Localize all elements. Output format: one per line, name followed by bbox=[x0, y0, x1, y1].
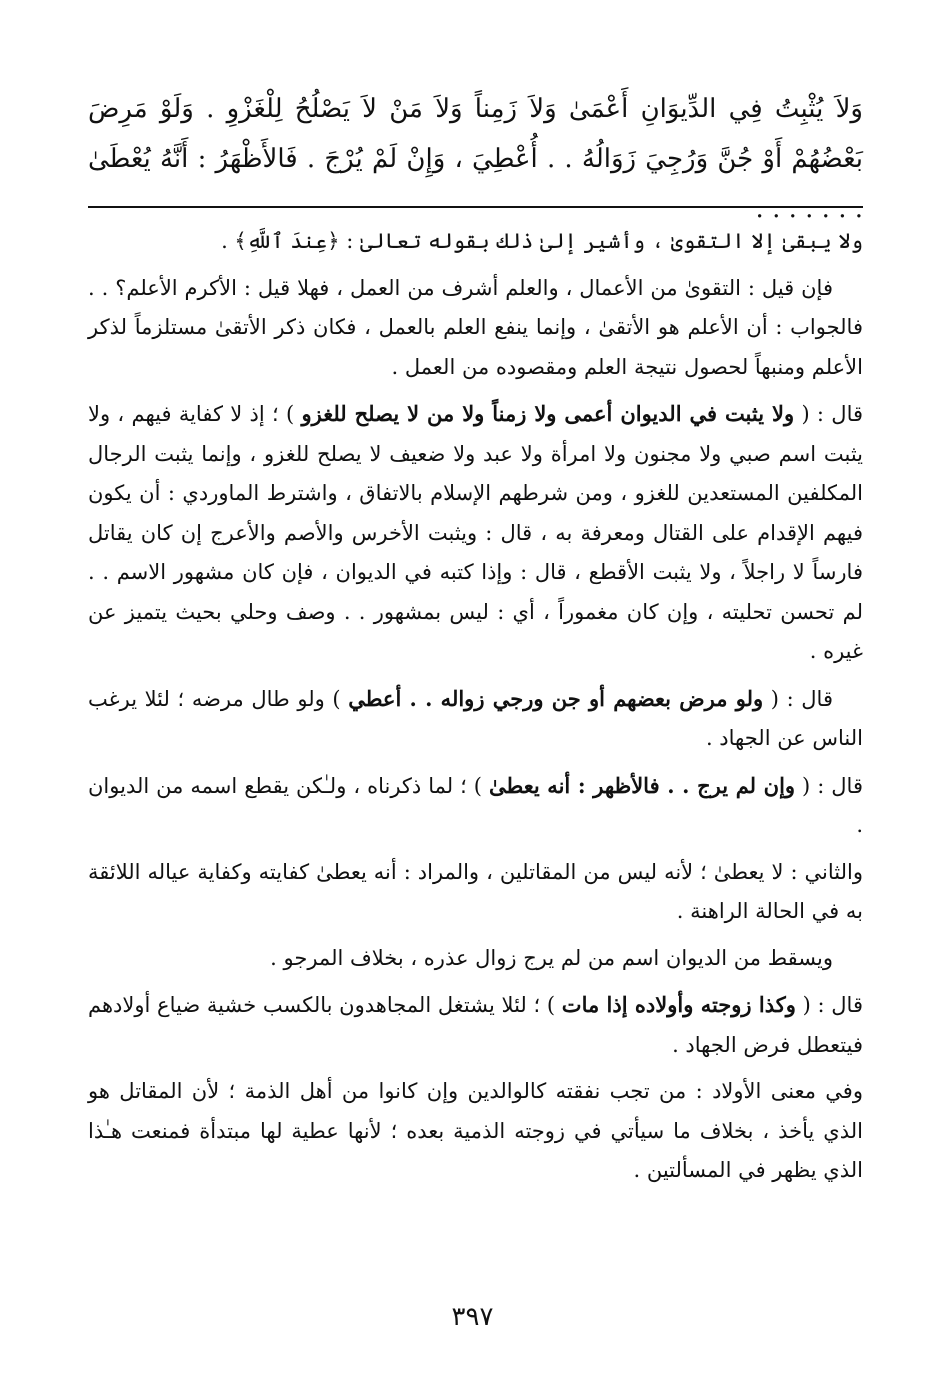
commentary bbox=[88, 222, 863, 1198]
commentary-text: ) ؛ إذ لا كفاية فيهم ، ولا يثبت اسم صبي ولا مجنون ولا امرأة ولا عبد ولا ضعيف لا يصلح للغزو ، وإنما يثبت الرجال المكلفين المستعدين للغزو ، ومن شرطهم الإسلام بالاتفاق ، واشترط الماوردي : أن يكون فيهم الإقدام على القتال ومعرفة به ، قال : ويثبت الأخرس والأصم والأعرج إن كان يقاتل فارساً لا راجلاً ، ولا يثبت الأقطع ، قال : وإذا كتبه في الديوان ، فإن كان مشهور الاسم . . لم تحسن تحليته ، وإن كان مغموراً ، أي : ليس بمشهور . . وصف وحلي بحيث يتميز عن غيره . bbox=[88, 402, 863, 663]
commentary-text: ويسقط من الديوان اسم من لم يرج زوال عذره ، بخلاف المرجو . bbox=[270, 945, 833, 970]
quoted-matn: ولا يثبت في الديوان أعمى ولا زمناً ولا من لا يصلح للغزو bbox=[301, 401, 795, 426]
commentary-text: قال : ( bbox=[794, 402, 864, 426]
quoted-matn: ولو مرض بعضهم أو جن ورجي زواله . . أعطي bbox=[348, 685, 764, 711]
commentary-paragraph bbox=[88, 394, 863, 672]
commentary-text: ) ؛ لئلا يشتغل المجاهدون بالكسب خشية ضياع أولادهم فيتعطل فرض الجهاد . bbox=[88, 993, 863, 1057]
commentary-text: قال : ( bbox=[795, 773, 863, 798]
commentary-text: والثاني : لا يعطىٰ ؛ لأنه ليس من المقاتلين ، والمراد : أنه يعطىٰ كفايته وكفاية عياله اللائقة به في الحالة الراهنة . bbox=[88, 859, 863, 923]
commentary-text: قال : ( bbox=[795, 993, 863, 1017]
commentary-text: وفي معنى الأولاد : من تجب نفقته كالوالدين وإن كانوا من أهل الذمة ؛ لأن المقاتل هو الذي يأخذ ، بخلاف ما سيأتي في زوجته الذمية بعده ؛ لأنها عطية لها مبتدأة فمنعت هـٰذا الذي يظهر في المسألتين . bbox=[88, 1079, 863, 1182]
commentary-paragraph bbox=[88, 269, 863, 388]
commentary-paragraph bbox=[88, 766, 863, 846]
commentary-text: ولا يبقىٰ إلا التقوىٰ ، وأشير إلىٰ ذلك بقوله تعالىٰ : ﴿عِندَ ٱللَّهِ﴾ . bbox=[221, 229, 863, 253]
commentary-paragraph bbox=[88, 222, 863, 262]
commentary-paragraph bbox=[88, 1072, 863, 1191]
commentary-paragraph bbox=[88, 853, 863, 932]
commentary-paragraph bbox=[88, 939, 863, 979]
commentary-paragraph bbox=[88, 985, 863, 1065]
commentary-text: ) ولو طال مرضه ؛ لئلا يرغب الناس عن الجهاد . bbox=[88, 686, 863, 750]
separator-line bbox=[88, 206, 863, 208]
matn-text: وَلاَ يُثْبِتُ فِي الدِّيوَانِ أَعْمَىٰ وَلاَ زَمِناً وَلاَ مَنْ لاَ يَصْلُحُ لِلْغَزْوِ . وَلَوْ مَرِضَ بَعْضُهُمْ أَوْ جُنَّ وَرُجِيَ زَوَالُهُ . . أُعْطِيَ ، وَإِنْ لَمْ يُرْجَ . فَالأَظْهَرُ : أَنَّهُ يُعْطَىٰ . . . . . . . bbox=[88, 94, 863, 224]
quoted-matn: وإن لم يرج . . فالأظهر : أنه يعطىٰ bbox=[488, 772, 796, 798]
commentary-text: فإن قيل : التقوىٰ من الأعمال ، والعلم أشرف من العمل ، فهلا قيل : الأكرم الأعلم؟ . . فالجواب : أن الأعلم هو الأتقىٰ ، وإنما ينفع العلم بالعمل ، فكان ذكر الأتقىٰ مستلزماً لذكر الأعلم ومنبهاً لحصول نتيجة العلم ومقصوده من العمل . bbox=[88, 275, 863, 379]
commentary-paragraph bbox=[88, 679, 863, 759]
commentary-text: ) ؛ لما ذكرناه ، ولـٰكن يقطع اسمه من الديوان . bbox=[88, 773, 863, 837]
page-number: ٣٩٧ bbox=[451, 1302, 494, 1332]
commentary-text: قال : ( bbox=[763, 686, 833, 711]
quoted-matn: وكذا زوجته وأولاده إذا مات bbox=[561, 992, 796, 1017]
